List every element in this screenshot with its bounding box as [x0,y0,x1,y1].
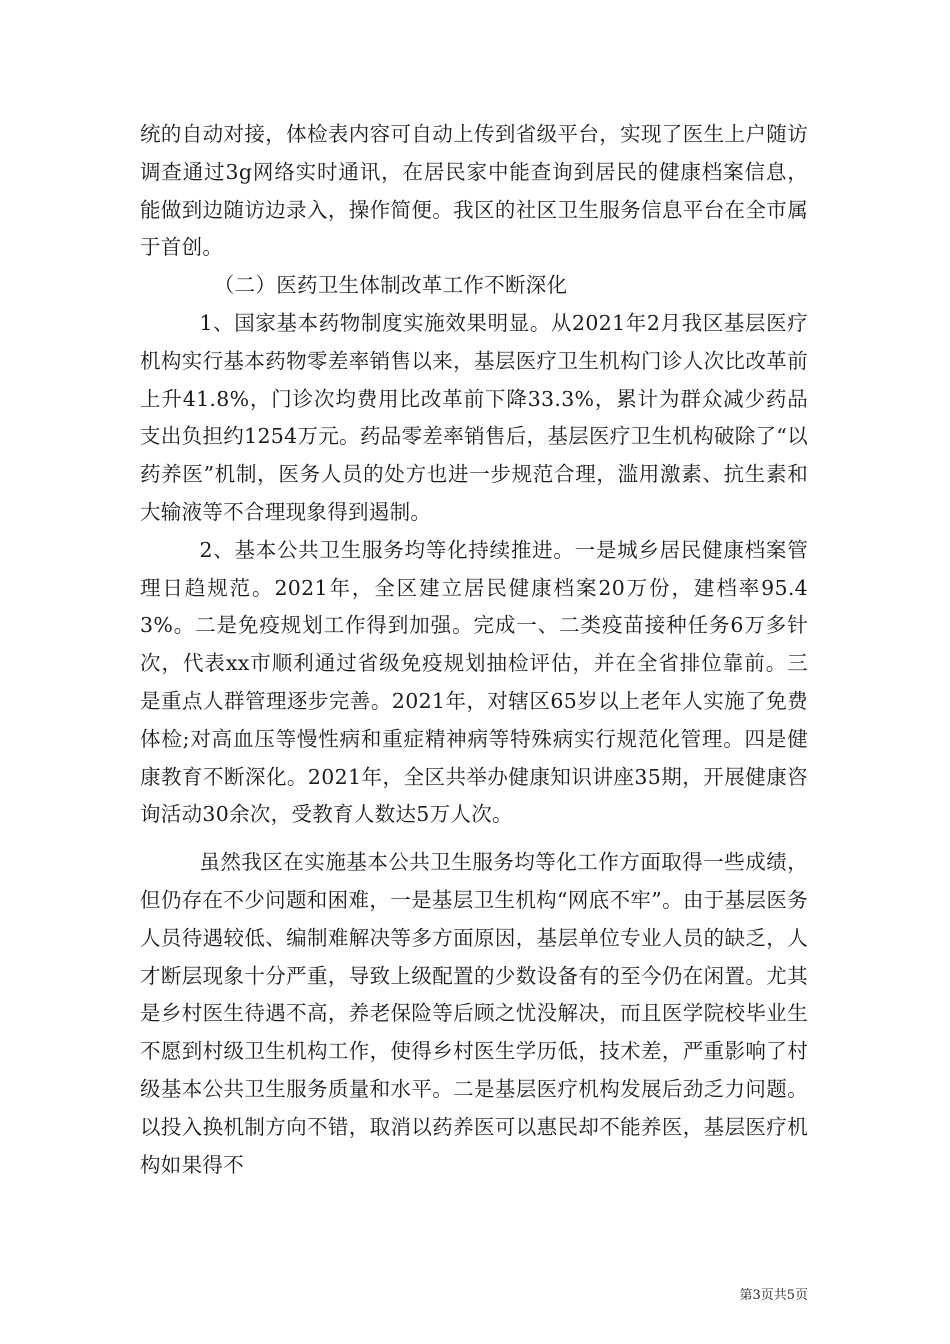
section-heading: （二）医药卫生体制改革工作不断深化 [213,273,568,298]
page-number: 第3页共5页 [739,1288,808,1303]
paragraph-essential-drugs: 1、国家基本药物制度实施效果明显。从2021年2月我区基层医疗机构实行基本药物零差率销售以来，基层医疗卫生机构门诊人次比改革前上升41.8%，门诊次均费用比改革前下降33.3%，累计为群众减少药品支出负担约1254万元。药品零差率销售后，基层医疗卫生机构破除了“以药养医”机制，医务人员的处方也进一步规范合理，滥用激素、抗生素和大输液等不合理现象得到遏制。 [140,310,808,524]
paragraph-continuation: 统的自动对接，体检表内容可自动上传到省级平台，实现了医生上户随访调查通过3g网络实时通讯，在居民家中能查询到居民的健康档案信息，能做到边随访边录入，操作简便。我区的社区卫生服务信息平台在全市属于首创。 [140,122,808,260]
paragraph-public-health: 2、基本公共卫生服务均等化持续推进。一是城乡居民健康档案管理日趋规范。2021年，全区建立居民健康档案20万份，建档率95.43%。二是免疫规划工作得到加强。完成一、二类疫苗接种任务6万多针次，代表xx市顺利通过省级免疫规划抽检评估，并在全省排位靠前。三是重点人群管理逐步完善。2021年，对辖区65岁以上老年人实施了免费体检;对高血压等慢性病和重症精神病等特殊病实行规范化管理。四是健康教育不断深化。2021年，全区共举办健康知识讲座35期，开展健康咨询活动30余次，受教育人数达5万人次。 [140,537,808,827]
paragraph-problems: 虽然我区在实施基本公共卫生服务均等化工作方面取得一些成绩，但仍存在不少问题和困难，一是基层卫生机构“网底不牢”。由于基层医务人员待遇较低、编制难解决等多方面原因，基层单位专业人员的缺乏，人才断层现象十分严重，导致上级配置的少数设备有的至今仍在闲置。尤其是乡村医生待遇不高，养老保险等后顾之忧没解决，而且医学院校毕业生不愿到村级卫生机构工作，使得乡村医生学历低，技术差，严重影响了村级基本公共卫生服务质量和水平。二是基层医疗机构发展后劲乏力问题。以投入换机制方向不错，取消以药养医可以惠民却不能养医，基层医疗机构如果得不 [140,850,808,1177]
document-body [140,116,808,1184]
